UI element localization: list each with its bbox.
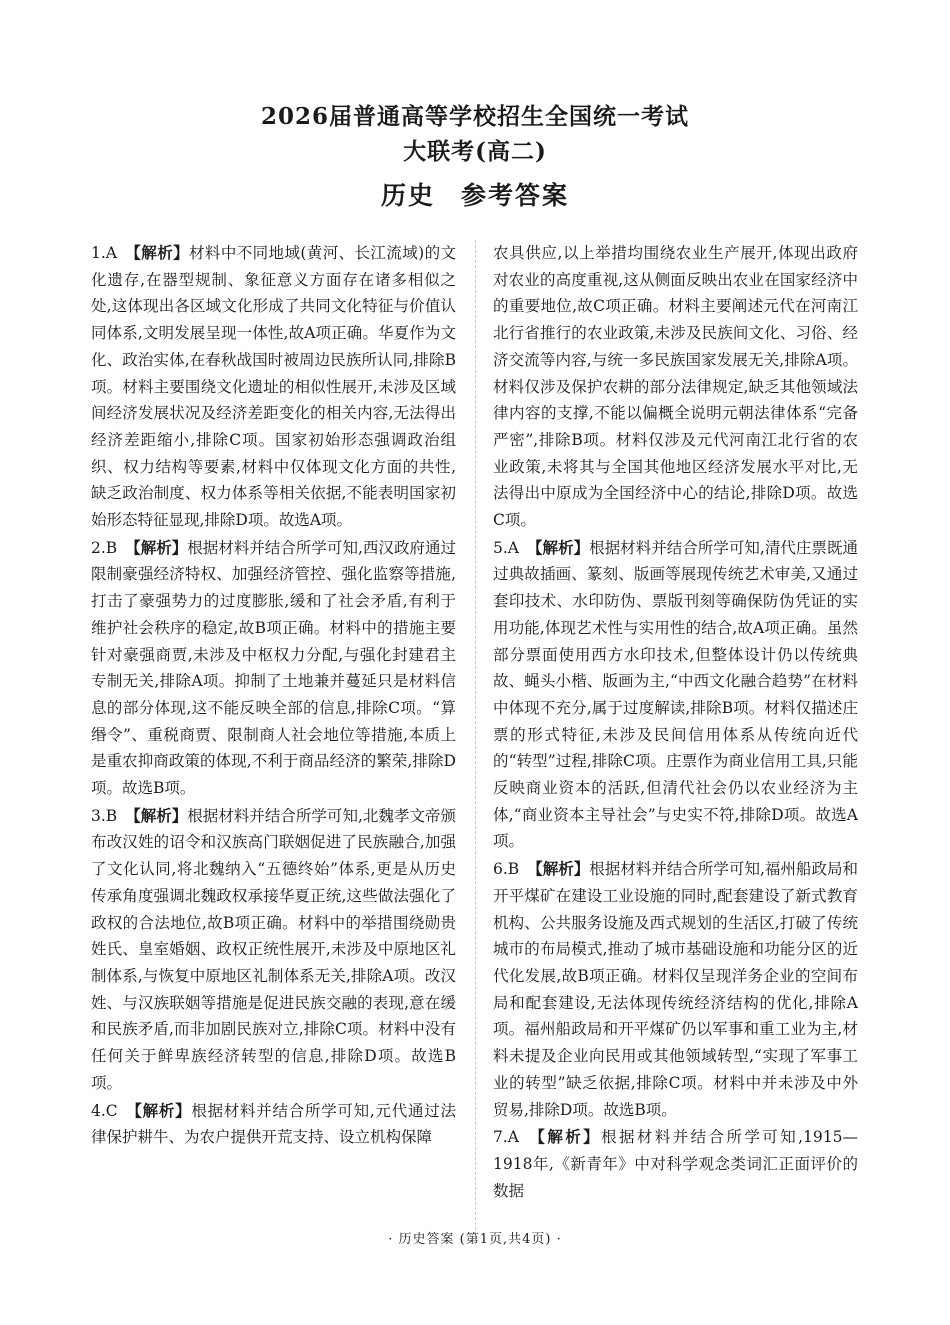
item-answer: B	[105, 806, 118, 825]
item-explanation: 根据材料并结合所学可知,清代庄票既通过典故插画、篆刻、版画等展现传统艺术审美,又通过套印技术、水印防伪、票版刊刻等确保防伪凭证的实用功能,体现艺术性与实用性的结合,故A项正确。虽然部分票面使用西方水印技术,但整体设计仍以传统典故、蝇头小楷、版画为主,“中西文化融合趋势”在材料中体现不充分,属于过度解读,排除B项。材料仅描述庄票的形式特征,未涉及民间信用体系从传统向近代的“转型”过程,排除C项。庄票作为商业信用工具,只能反映商业资本的活跃,但清代社会仍以农业经济为主体,“商业资本主导社会”与史实不符,排除D项。故选A项。	[493, 538, 858, 851]
analysis-tag: 【解析】	[527, 1127, 602, 1147]
item-explanation: 材料中不同地域(黄河、长江流域)的文化遗存,在器型规制、象征意义方面存在诸多相似之处,这体现出各区域文化形成了共同文化特征与价值认同体系,文明发展呈现一体性,故A项正确。华夏作为文化、政治实体,在春秋战国时被周边民族所认同,排除B项。材料主要围绕文化遗址的相似性展开,未涉及区域间经济发展状况及经济差距变化的相关内容,无法得出经济差距缩小,排除C项。国家初始形态强调政治组织、权力结构等要素,材料中仅体现文化方面的共性,缺乏政治制度、权力体系等相关依据,不能表明国家初始形态特征显现,排除D项。故选A项。	[91, 244, 456, 530]
analysis-tag: 【解析】	[125, 537, 188, 557]
subject-label: 历史	[380, 181, 435, 210]
item-explanation: 根据材料并结合所学可知,1915—1918年,《新青年》中对科学观念类词汇正面评价的数据	[493, 1128, 858, 1200]
answer-item-7	[493, 1124, 858, 1204]
column-divider	[475, 240, 476, 1240]
analysis-tag: 【解析】	[527, 537, 590, 557]
item-explanation: 根据材料并结合所学可知,元代通过法律保护耕牛、为农户提供开荒支持、设立机构保障	[91, 1101, 456, 1147]
doc-type-label: 参考答案	[461, 181, 570, 210]
item-explanation: 根据材料并结合所学可知,北魏孝文帝颁布改汉姓的诏令和汉族高门联姻促进了民族融合,加强了文化认同,将北魏纳入“五德终始”体系,更是从历史传承角度强调北魏政权承接华夏正统,这些做法强化了政权的合法地位,故B项正确。材料中的举措围绕勋贵姓氏、皇室婚姻、政权正统性展开,未涉及中原地区礼制体系,与恢复中原地区礼制体系无关,排除A项。改汉姓、与汉族联姻等措施是促进民族交融的表现,意在缓和民族矛盾,而非加剧民族对立,排除C项。材料中没有任何关于鲜卑族经济转型的信息,排除D项。故选B项。	[91, 806, 456, 1092]
item-number: 1.	[91, 244, 106, 262]
answer-item-3	[91, 803, 456, 1097]
right-column	[493, 240, 858, 1205]
item-answer: C	[105, 1101, 118, 1120]
item-number: 6.	[493, 860, 508, 879]
analysis-tag: 【解析】	[527, 859, 590, 879]
item-explanation: 根据材料并结合所学可知,福州船政局和开平煤矿在建设工业设施的同时,配套建设了新式教育机构、公共服务设施及西式规划的生活区,打破了传统城市的布局模式,推动了城市基础设施和功能分区的近代化发展,故B项正确。材料仅呈现洋务企业的空间布局和配套建设,无法体现传统经济结构的优化,排除A项。福州船政局和开平煤矿仍以军事和重工业为主,材料未提及企业向民用或其他领域转型,“实现了军事工业的转型”缺乏依据,排除C项。材料中并未涉及中外贸易,排除D项。故选B项。	[493, 860, 858, 1119]
item-number: 4.	[91, 1101, 106, 1120]
item-number: 5.	[493, 538, 508, 557]
answer-item-2	[91, 535, 456, 802]
item-explanation: 根据材料并结合所学可知,西汉政府通过限制豪强经济特权、加强经济管控、强化监察等措施,打击了豪强势力的过度膨胀,缓和了社会矛盾,有利于维护社会秩序的稳定,故B项正确。材料中的措施主要针对豪强商贾,未涉及中枢权力分配,与强化封建君主专制无关,排除A项。抑制了土地兼并蔓延只是材料信息的部分体现,这不能反映全部的信息,排除C项。“算缗令”、重税商贾、限制商人社会地位等措施,本质上是重农抑商政策的体现,不利于商品经济的繁荣,排除D项。故选B项。	[91, 538, 456, 798]
document-heading	[0, 176, 950, 212]
left-column	[91, 240, 456, 1152]
item-answer: B	[507, 860, 520, 879]
item-answer: B	[105, 538, 118, 557]
item-number: 7.	[493, 1128, 508, 1147]
answer-item-1	[91, 240, 456, 534]
answer-item-6	[493, 856, 858, 1123]
item-4-continuation: 农具供应,以上举措均围绕农业生产展开,体现出政府对农业的高度重视,这从侧面反映出农业在国家经济中的重要地位,故C项正确。材料主要阐述元代在河南江北行省推行的农业政策,未涉及民族间文化、习俗、经济交流等内容,与统一多民族国家发展无关,排除A项。材料仅涉及保护农耕的部分法律规定,缺乏其他领域法律内容的支撑,不能以偏概全说明元朝法律体系“完备严密”,排除B项。材料仅涉及元代河南江北行省的农业政策,未将其与全国其他地区经济发展水平对比,无法得出中原成为全国经济中心的结论,排除D项。故选C项。	[493, 244, 858, 530]
analysis-tag: 【解析】	[125, 1100, 192, 1120]
item-answer: A	[507, 1128, 519, 1147]
page-footer: · 历史答案 (第1页,共4页) ·	[388, 1232, 562, 1247]
item-number: 2.	[91, 538, 106, 557]
analysis-tag: 【解析】	[125, 805, 188, 825]
analysis-tag: 【解析】	[125, 243, 190, 262]
exam-subtitle: 大联考(高二)	[403, 138, 547, 165]
item-number: 3.	[91, 806, 106, 825]
exam-title: 2026届普通高等学校招生全国统一考试	[260, 103, 689, 130]
item-answer: A	[507, 538, 519, 557]
answer-item-4	[91, 1098, 456, 1151]
item-answer: A	[105, 244, 117, 262]
answer-item-5	[493, 535, 858, 855]
